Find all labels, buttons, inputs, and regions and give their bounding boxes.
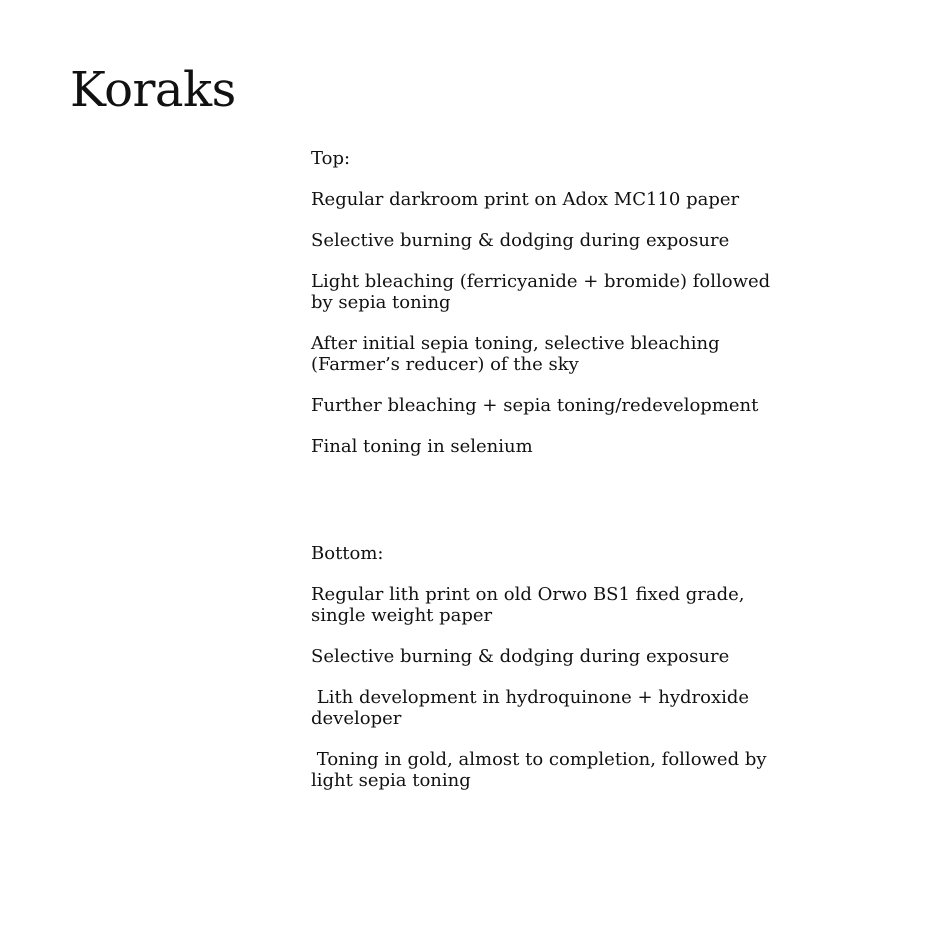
top-step-1: Regular darkroom print on Adox MC110 paper — [311, 189, 740, 210]
bottom-step-2: Selective burning & dodging during exposure — [311, 646, 730, 667]
top-step-6: Final toning in selenium — [311, 436, 533, 457]
top-section-heading: Top: — [311, 148, 351, 169]
bottom-step-4: Toning in gold, almost to completion, followed by light sepia toning — [311, 749, 773, 791]
top-step-4: After initial sepia toning, selective bleaching (Farmer’s reducer) of the sky — [311, 333, 726, 375]
bottom-step-3: Lith development in hydroquinone + hydroxide developer — [311, 687, 755, 729]
top-print-notes — [311, 148, 781, 477]
bottom-step-1: Regular lith print on old Orwo BS1 fixed grade, single weight paper — [311, 584, 751, 626]
top-step-5: Further bleaching + sepia toning/redevelopment — [311, 395, 759, 416]
top-steps-list — [311, 189, 781, 457]
top-step-3: Light bleaching (ferricyanide + bromide) followed by sepia toning — [311, 271, 776, 313]
bottom-section-heading: Bottom: — [311, 543, 384, 564]
bottom-print-notes — [311, 543, 781, 811]
bottom-steps-list — [311, 584, 781, 791]
top-step-2: Selective burning & dodging during exposure — [311, 230, 730, 251]
page-title: Koraks — [70, 62, 236, 118]
